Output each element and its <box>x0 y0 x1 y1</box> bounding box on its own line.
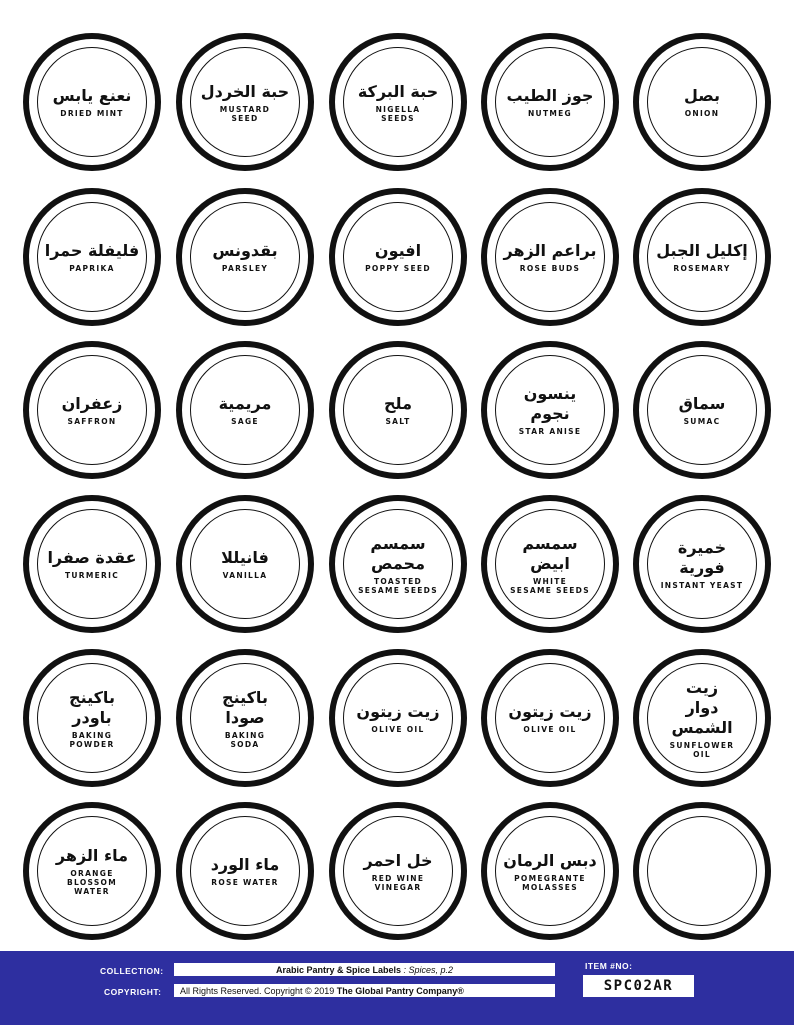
label-english-name: NIGELLA SEEDS <box>375 104 421 123</box>
spice-label <box>23 649 161 787</box>
label-inner-ring <box>647 47 757 157</box>
spice-label <box>23 188 161 326</box>
label-english-name: RED WINE VINEGAR <box>371 873 425 892</box>
label-arabic-name: ملح <box>384 394 412 413</box>
label-arabic-name: سماق <box>678 394 726 413</box>
label-english-name: PAPRIKA <box>69 264 115 273</box>
label-arabic-name: ينسون نجوم <box>523 384 577 423</box>
spice-label <box>329 341 467 479</box>
label-english-name: SAFFRON <box>67 417 117 426</box>
label-inner-ring <box>37 47 147 157</box>
label-english-name: VANILLA <box>222 571 268 580</box>
label-arabic-name: خل احمر <box>363 850 433 870</box>
label-english-name: WHITE SESAME SEEDS <box>510 576 590 595</box>
label-english-name: BAKING SODA <box>224 730 266 749</box>
collection-field <box>174 963 555 976</box>
label-arabic-name: زعفران <box>61 394 123 413</box>
spice-label <box>633 341 771 479</box>
spice-label <box>176 495 314 633</box>
label-arabic-name: نعنع يابس <box>52 86 132 105</box>
spice-label <box>329 802 467 940</box>
label-arabic-name: سمسم ابيض <box>522 533 578 573</box>
copyright-label: COPYRIGHT: <box>104 987 162 997</box>
copyright-company: The Global Pantry Company® <box>336 985 464 996</box>
label-english-name: MUSTARD SEED <box>219 104 271 123</box>
label-inner-ring <box>190 663 300 773</box>
label-inner-ring <box>495 47 605 157</box>
label-inner-ring <box>647 816 757 926</box>
label-inner-ring <box>647 509 757 619</box>
label-english-name: NUTMEG <box>527 109 573 118</box>
label-arabic-name: زيت زيتون <box>508 702 592 721</box>
spice-label <box>23 33 161 171</box>
item-number-field <box>583 975 694 997</box>
label-english-name: BAKING POWDER <box>69 730 115 749</box>
label-arabic-name: حبة البركة <box>357 81 439 101</box>
label-inner-ring <box>495 816 605 926</box>
item-number-label: ITEM #NO: <box>585 961 633 971</box>
label-arabic-name: جوز الطيب <box>506 86 594 105</box>
spice-label <box>633 188 771 326</box>
spice-label <box>176 33 314 171</box>
label-inner-ring <box>37 816 147 926</box>
label-arabic-name: زيت زيتون <box>356 702 440 721</box>
label-english-name: OLIVE OIL <box>371 725 425 734</box>
label-inner-ring <box>190 47 300 157</box>
collection-label: COLLECTION: <box>100 966 164 976</box>
label-inner-ring <box>495 509 605 619</box>
label-inner-ring <box>190 816 300 926</box>
label-english-name: STAR ANISE <box>518 427 582 436</box>
item-number: SPC02AR <box>603 978 674 994</box>
label-inner-ring <box>343 663 453 773</box>
label-inner-ring <box>495 663 605 773</box>
label-english-name: INSTANT YEAST <box>660 581 744 590</box>
spice-label <box>23 802 161 940</box>
spice-label <box>176 649 314 787</box>
spice-label <box>329 495 467 633</box>
collection-subtitle: : Spices, p.2 <box>403 964 454 975</box>
label-inner-ring <box>37 355 147 465</box>
spice-label <box>176 341 314 479</box>
spice-label <box>481 802 619 940</box>
label-arabic-name: بصل <box>683 86 721 105</box>
label-inner-ring <box>343 355 453 465</box>
label-arabic-name: فليفلة حمرا <box>44 241 140 260</box>
spice-label <box>633 802 771 940</box>
label-arabic-name: عقدة صفرا <box>47 548 137 567</box>
label-inner-ring <box>37 663 147 773</box>
spice-label <box>329 33 467 171</box>
label-english-name: SALT <box>385 417 411 426</box>
collection-title: Arabic Pantry & Spice Labels <box>275 964 401 975</box>
label-inner-ring <box>343 509 453 619</box>
label-inner-ring <box>343 816 453 926</box>
label-english-name: DRIED MINT <box>60 109 124 118</box>
label-arabic-name: زيت دوار الشمس <box>671 677 733 737</box>
label-english-name: SUNFLOWER OIL <box>669 740 735 759</box>
spice-label <box>633 649 771 787</box>
label-english-name: OLIVE OIL <box>523 725 577 734</box>
label-inner-ring <box>37 509 147 619</box>
label-english-name: ONION <box>684 109 720 118</box>
label-arabic-name: بقدونس <box>212 241 278 260</box>
label-arabic-name: ماء الزهر <box>55 846 129 865</box>
label-arabic-name: سمسم محمص <box>370 533 426 573</box>
label-inner-ring <box>495 355 605 465</box>
spice-label <box>329 649 467 787</box>
label-arabic-name: إكليل الجبل <box>656 241 748 260</box>
footer-bar <box>0 951 794 1025</box>
label-arabic-name: باكينج باودر <box>69 687 115 727</box>
spice-label <box>23 341 161 479</box>
label-english-name: POMEGRANTE MOLASSES <box>514 873 586 892</box>
label-english-name: PARSLEY <box>221 264 269 273</box>
label-arabic-name: براعم الزهر <box>503 241 597 260</box>
spice-label <box>633 495 771 633</box>
spice-label <box>481 495 619 633</box>
label-inner-ring <box>343 47 453 157</box>
label-english-name: ROSE WATER <box>211 878 279 887</box>
label-inner-ring <box>647 663 757 773</box>
spice-label <box>23 495 161 633</box>
label-english-name: TURMERIC <box>64 571 120 580</box>
label-inner-ring <box>37 202 147 312</box>
label-english-name: ORANGE BLOSSOM WATER <box>66 869 117 896</box>
label-arabic-name: باكينج صودا <box>222 687 268 727</box>
spice-label <box>481 341 619 479</box>
spice-label <box>176 802 314 940</box>
label-english-name: TOASTED SESAME SEEDS <box>358 576 438 595</box>
label-english-name: ROSE BUDS <box>519 264 581 273</box>
spice-label <box>176 188 314 326</box>
label-inner-ring <box>190 355 300 465</box>
label-inner-ring <box>647 202 757 312</box>
label-arabic-name: مريمية <box>218 394 272 413</box>
label-arabic-name: دبس الرمان <box>503 850 597 870</box>
spice-label <box>481 188 619 326</box>
label-english-name: POPPY SEED <box>365 264 431 273</box>
label-arabic-name: خميرة فورية <box>677 538 727 577</box>
label-inner-ring <box>647 355 757 465</box>
label-inner-ring <box>190 202 300 312</box>
label-inner-ring <box>190 509 300 619</box>
copyright-text: All Rights Reserved. Copyright © 2019 <box>180 985 335 996</box>
label-english-name: SUMAC <box>683 417 721 426</box>
label-english-name: ROSEMARY <box>673 264 731 273</box>
label-arabic-name: افيون <box>374 241 422 260</box>
spice-label <box>481 649 619 787</box>
label-arabic-name: فانيللا <box>221 548 269 567</box>
spice-label <box>633 33 771 171</box>
label-arabic-name: ماء الورد <box>210 855 280 874</box>
label-arabic-name: حبة الخردل <box>200 81 290 101</box>
label-inner-ring <box>495 202 605 312</box>
spice-label <box>329 188 467 326</box>
label-english-name: SAGE <box>231 417 259 426</box>
label-inner-ring <box>343 202 453 312</box>
copyright-field <box>174 984 555 997</box>
spice-label <box>481 33 619 171</box>
